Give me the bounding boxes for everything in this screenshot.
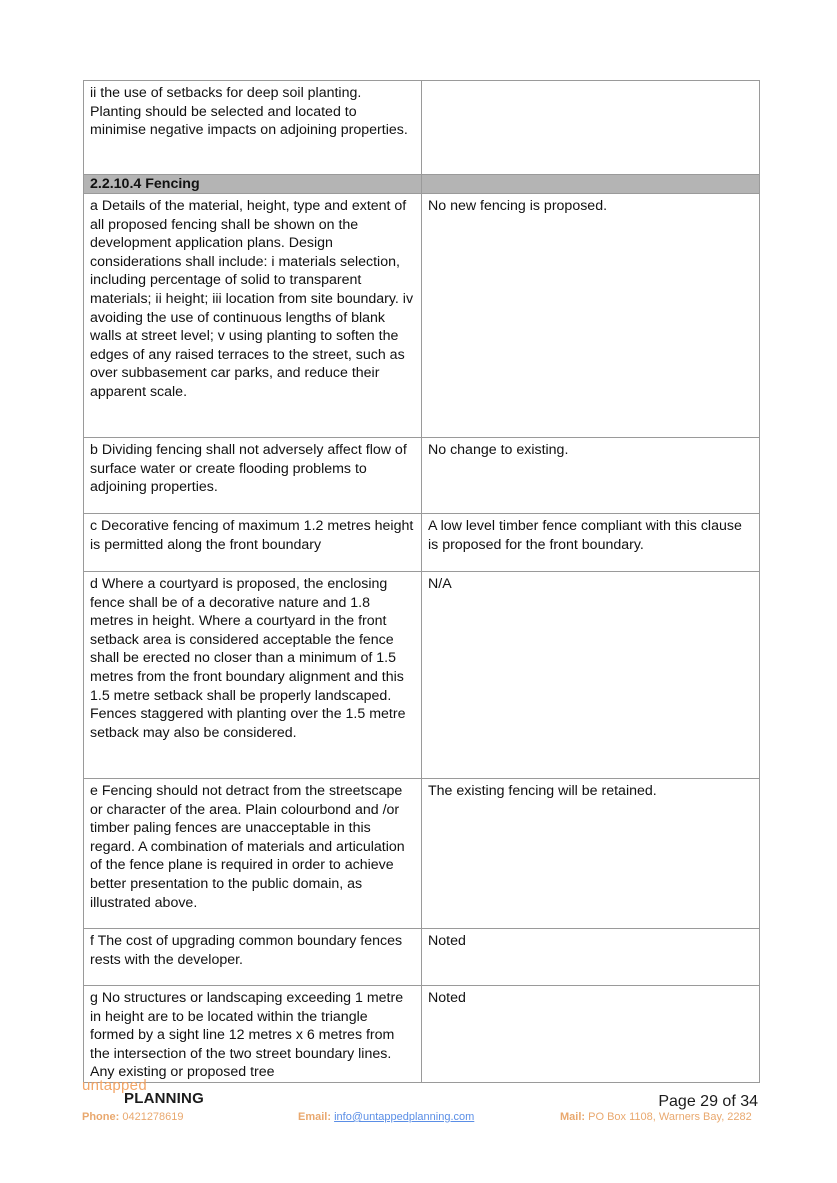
requirement-cell: ii the use of setbacks for deep soil planting. Planting should be selected and located to minimise negative impacts on adjoining properties. bbox=[84, 81, 422, 175]
requirement-cell: e Fencing should not detract from the streetscape or character of the area. Plain colourbond and /or timber paling fences are unacceptable in this regard. A combination of materials and articulation of the fence plane is required in order to achieve better presentation to the public domain, as illustrated above. bbox=[84, 779, 422, 929]
response-cell: No change to existing. bbox=[422, 438, 760, 514]
response-cell: No new fencing is proposed. bbox=[422, 194, 760, 438]
response-cell: Noted bbox=[422, 986, 760, 1083]
table-row bbox=[84, 929, 760, 986]
table-row bbox=[84, 572, 760, 779]
section-header-row bbox=[84, 175, 760, 194]
logo-light-text: untapped bbox=[82, 1077, 147, 1094]
requirement-cell: b Dividing fencing shall not adversely affect flow of surface water or create flooding problems to adjoining properties. bbox=[84, 438, 422, 514]
section-heading-blank bbox=[422, 175, 760, 194]
phone-value: 0421278619 bbox=[122, 1111, 184, 1123]
response-cell: The existing fencing will be retained. bbox=[422, 779, 760, 929]
phone-contact bbox=[82, 1111, 184, 1123]
requirement-cell: a Details of the material, height, type and extent of all proposed fencing shall be shown on the development application plans. Design considerations shall include: i materials selection, including percentage of solid to transparent materials; ii height; iii location from site boundary. iv avoiding the use of continuous lengths of blank walls at street level; v using planting to soften the edges of any raised terraces to the street, such as over subbasement car parks, and reduce their apparent scale. bbox=[84, 194, 422, 438]
page-footer bbox=[0, 1075, 837, 1135]
requirements-table bbox=[83, 80, 760, 1083]
response-cell bbox=[422, 81, 760, 175]
response-cell: Noted bbox=[422, 929, 760, 986]
table-row bbox=[84, 779, 760, 929]
table-row bbox=[84, 986, 760, 1083]
requirement-cell: c Decorative fencing of maximum 1.2 metres height is permitted along the front boundary bbox=[84, 514, 422, 572]
email-link[interactable]: info@untappedplanning.com bbox=[334, 1111, 475, 1123]
email-label: Email: bbox=[298, 1111, 332, 1123]
table-row bbox=[84, 194, 760, 438]
logo-bold-text: PLANNING bbox=[124, 1090, 204, 1107]
email-contact bbox=[298, 1111, 474, 1123]
section-heading: 2.2.10.4 Fencing bbox=[84, 175, 422, 194]
requirement-cell: d Where a courtyard is proposed, the enclosing fence shall be of a decorative nature and 1.8 metres in height. Where a courtyard in the front setback area is considered acceptable the fence shall be erected no closer than a minimum of 1.5 metres from the front boundary alignment and this 1.5 metre setback shall be properly landscaped. Fences staggered with planting over the 1.5 metre setback may also be considered. bbox=[84, 572, 422, 779]
table-row bbox=[84, 81, 760, 175]
requirement-cell: g No structures or landscaping exceeding 1 metre in height are to be located within the triangle formed by a sight line 12 metres x 6 metres from the intersection of the two street boundary lines. Any existing or proposed tree bbox=[84, 986, 422, 1083]
page-number: Page 29 of 34 bbox=[658, 1093, 758, 1110]
mail-label: Mail: bbox=[560, 1111, 586, 1123]
table-row bbox=[84, 514, 760, 572]
response-cell: N/A bbox=[422, 572, 760, 779]
response-cell: A low level timber fence compliant with this clause is proposed for the front boundary. bbox=[422, 514, 760, 572]
mail-value: PO Box 1108, Warners Bay, 2282 bbox=[588, 1111, 752, 1123]
requirement-cell: f The cost of upgrading common boundary fences rests with the developer. bbox=[84, 929, 422, 986]
phone-label: Phone: bbox=[82, 1111, 120, 1123]
mail-contact bbox=[560, 1111, 752, 1123]
table-row bbox=[84, 438, 760, 514]
